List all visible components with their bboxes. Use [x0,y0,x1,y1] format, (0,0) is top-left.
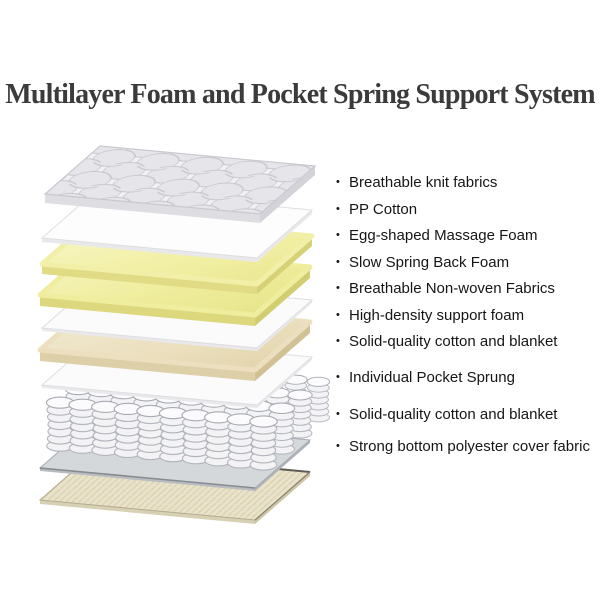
list-item [336,369,590,386]
list-item [336,438,590,455]
bullet-dot-icon: • [336,335,340,347]
feature-list [336,174,590,464]
list-item [336,254,590,271]
bullet-dot-icon: • [336,439,340,452]
list-item [336,307,590,324]
feature-item-label: PP Cotton [349,200,418,218]
page-title: Multilayer Foam and Pocket Spring Support System [5,79,595,110]
feature-item-label: Egg-shaped Massage Foam [349,227,538,244]
list-item [336,227,590,244]
feature-item-label: Slow Spring Back Foam [349,253,510,271]
bullet-dot-icon: • [336,308,340,321]
bullet-dot-icon: • [336,370,340,383]
feature-item-label: Solid-quality cotton and blanket [349,406,558,423]
bullet-dot-icon: • [336,176,340,188]
feature-item-label: Breathable knit fabrics [349,174,498,191]
list-item [336,280,590,297]
list-item [336,201,590,218]
bullet-dot-icon: • [336,229,340,241]
bullet-dot-icon: • [336,282,340,294]
list-item [336,406,590,423]
feature-item-label: High-density support foam [349,306,525,324]
bullet-dot-icon: • [336,255,340,268]
bullet-dot-icon: • [336,408,340,420]
list-item [336,333,590,350]
feature-item-label: Individual Pocket Sprung [349,368,515,386]
feature-item-label: Solid-quality cotton and blanket [349,333,558,350]
bullet-dot-icon: • [336,202,340,215]
feature-item-label: Strong bottom polyester cover fabric [349,437,590,455]
feature-item-label: Breathable Non-woven Fabrics [349,280,555,297]
mattress-layers-diagram [0,130,340,530]
list-item [336,174,590,191]
